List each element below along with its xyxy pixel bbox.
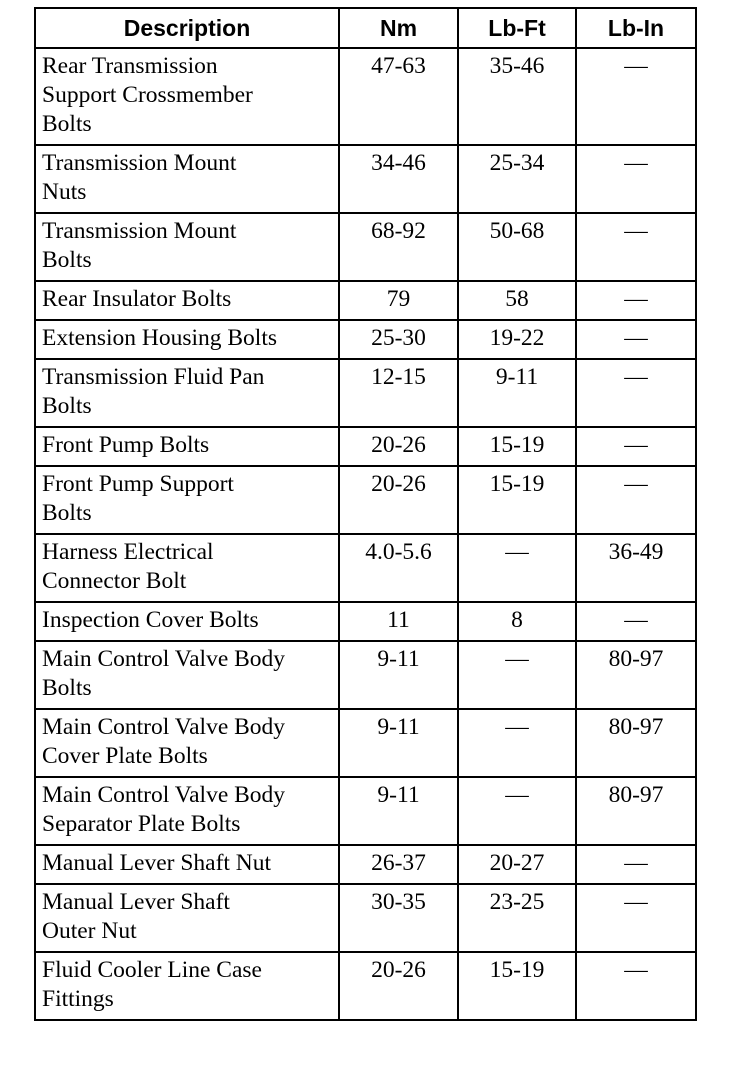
lb-ft-cell: — — [458, 777, 576, 845]
lb-in-cell: — — [576, 48, 696, 145]
nm-cell: 20-26 — [339, 952, 458, 1020]
nm-cell: 68-92 — [339, 213, 458, 281]
lb-in-cell: — — [576, 359, 696, 427]
lb-ft-cell: — — [458, 641, 576, 709]
table-row — [35, 602, 696, 641]
lb-in-cell: — — [576, 320, 696, 359]
nm-cell: 20-26 — [339, 427, 458, 466]
lb-ft-cell: 8 — [458, 602, 576, 641]
table-row — [35, 48, 696, 145]
description-cell: Main Control Valve Body Cover Plate Bolts — [35, 709, 339, 777]
table-row — [35, 884, 696, 952]
table-row — [35, 777, 696, 845]
description-cell: Harness Electrical Connector Bolt — [35, 534, 339, 602]
lb-in-cell: 80-97 — [576, 641, 696, 709]
nm-cell: 9-11 — [339, 777, 458, 845]
table-row — [35, 145, 696, 213]
description-cell: Transmission Mount Nuts — [35, 145, 339, 213]
description-cell: Front Pump Bolts — [35, 427, 339, 466]
nm-cell: 12-15 — [339, 359, 458, 427]
header-description: Description — [35, 8, 339, 48]
description-cell: Inspection Cover Bolts — [35, 602, 339, 641]
nm-cell: 25-30 — [339, 320, 458, 359]
description-cell: Manual Lever Shaft Nut — [35, 845, 339, 884]
lb-ft-cell: 20-27 — [458, 845, 576, 884]
lb-in-cell: — — [576, 845, 696, 884]
description-cell: Rear Insulator Bolts — [35, 281, 339, 320]
lb-in-cell: — — [576, 281, 696, 320]
nm-cell: 34-46 — [339, 145, 458, 213]
description-cell: Transmission Fluid Pan Bolts — [35, 359, 339, 427]
nm-cell: 20-26 — [339, 466, 458, 534]
table-row — [35, 359, 696, 427]
lb-in-cell: — — [576, 952, 696, 1020]
nm-cell: 79 — [339, 281, 458, 320]
description-cell: Main Control Valve Body Bolts — [35, 641, 339, 709]
description-cell: Rear Transmission Support Crossmember Bolts — [35, 48, 339, 145]
lb-in-cell: — — [576, 884, 696, 952]
lb-ft-cell: 19-22 — [458, 320, 576, 359]
table-row — [35, 213, 696, 281]
nm-cell: 9-11 — [339, 709, 458, 777]
lb-ft-cell: 15-19 — [458, 952, 576, 1020]
lb-ft-cell: 15-19 — [458, 427, 576, 466]
lb-ft-cell: 25-34 — [458, 145, 576, 213]
nm-cell: 47-63 — [339, 48, 458, 145]
lb-in-cell: — — [576, 213, 696, 281]
lb-in-cell: 80-97 — [576, 777, 696, 845]
torque-spec-table — [34, 7, 697, 1021]
lb-ft-cell: 58 — [458, 281, 576, 320]
header-lb-ft: Lb-Ft — [458, 8, 576, 48]
table-row — [35, 845, 696, 884]
description-cell: Transmission Mount Bolts — [35, 213, 339, 281]
table-row — [35, 320, 696, 359]
lb-ft-cell: — — [458, 534, 576, 602]
lb-ft-cell: 23-25 — [458, 884, 576, 952]
description-cell: Extension Housing Bolts — [35, 320, 339, 359]
lb-in-cell: — — [576, 427, 696, 466]
nm-cell: 9-11 — [339, 641, 458, 709]
table-row — [35, 281, 696, 320]
table-row — [35, 641, 696, 709]
header-row — [35, 8, 696, 48]
nm-cell: 26-37 — [339, 845, 458, 884]
lb-in-cell: — — [576, 466, 696, 534]
nm-cell: 30-35 — [339, 884, 458, 952]
lb-in-cell: — — [576, 602, 696, 641]
lb-ft-cell: 9-11 — [458, 359, 576, 427]
table-row — [35, 709, 696, 777]
description-cell: Fluid Cooler Line Case Fittings — [35, 952, 339, 1020]
nm-cell: 11 — [339, 602, 458, 641]
description-cell: Front Pump Support Bolts — [35, 466, 339, 534]
table-body — [35, 48, 696, 1020]
table-row — [35, 466, 696, 534]
lb-in-cell: 80-97 — [576, 709, 696, 777]
lb-ft-cell: 15-19 — [458, 466, 576, 534]
lb-in-cell: 36-49 — [576, 534, 696, 602]
lb-ft-cell: — — [458, 709, 576, 777]
description-cell: Main Control Valve Body Separator Plate Bolts — [35, 777, 339, 845]
nm-cell: 4.0-5.6 — [339, 534, 458, 602]
description-cell: Manual Lever Shaft Outer Nut — [35, 884, 339, 952]
lb-ft-cell: 35-46 — [458, 48, 576, 145]
header-lb-in: Lb-In — [576, 8, 696, 48]
header-nm: Nm — [339, 8, 458, 48]
lb-ft-cell: 50-68 — [458, 213, 576, 281]
lb-in-cell: — — [576, 145, 696, 213]
table-row — [35, 427, 696, 466]
table-row — [35, 952, 696, 1020]
table-row — [35, 534, 696, 602]
